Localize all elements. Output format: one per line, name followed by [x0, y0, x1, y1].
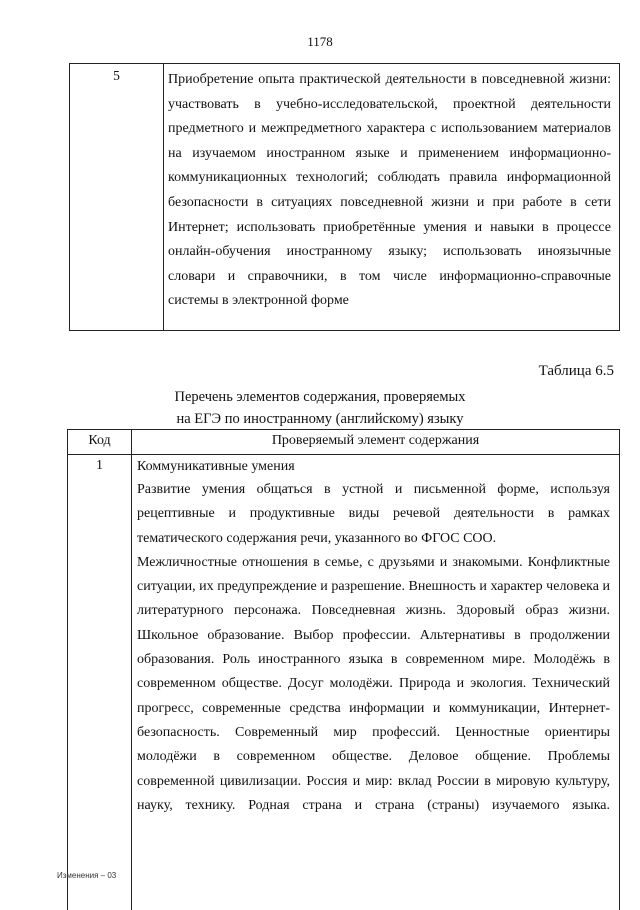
footer-note: Изменения – 03 — [57, 871, 117, 880]
row-paragraph-1: Развитие умения общаться в устной и письменной форме, используя рецептивные и продуктивные виды речевой деятельности в рамках тематического содержания речи, указанного во ФГОС СОО. — [137, 482, 610, 546]
table-header-row — [68, 430, 619, 455]
content-elements-table — [67, 429, 620, 910]
column-divider — [131, 454, 132, 910]
table-title — [0, 386, 640, 430]
requirement-number: 5 — [113, 68, 120, 83]
table-title-line-2: на ЕГЭ по иностранному (английскому) языку — [176, 411, 464, 427]
table-title-line-1: Перечень элементов содержания, проверяемых — [174, 389, 466, 405]
requirements-table-continuation — [69, 63, 620, 331]
table-label: Таблица 6.5 — [538, 363, 614, 379]
header-content-element: Проверяемый элемент содержания — [271, 433, 480, 448]
requirement-text: Приобретение опыта практической деятельности в повседневной жизни: участвовать в учебно-исследовательской, проектной деятельности предметного и межпредметного характера с использованием материалов на изучаемом иностранном языке и применением информационно-коммуникационных технологий; соблюдать правила информационной безопасности в ситуациях повседневной жизни и при работе в сети Интернет; использовать приобретённые умения и навыки в процессе онлайн-обучения иностранному языку; использовать иноязычные словари и справочники, в том числе информационно-справочные системы в электронной форме — [168, 72, 611, 309]
row-title: Коммуникативные умения — [137, 459, 295, 474]
requirement-number-cell — [70, 64, 164, 330]
page-number: 1178 — [307, 34, 333, 49]
row-body — [137, 478, 610, 818]
header-code: Код — [68, 430, 132, 454]
row-paragraph-2: Межличностные отношения в семье, с друзьями и знакомыми. Конфликтные ситуации, их предупреждение и разрешение. Внешность и характер человека и литературного персонажа. Повседневная жизнь. Здоровый образ жизни. Школьное образование. Выбор профессии. Альтернативы в продолжении образования. Роль иностранного языка в современном мире. Молодёжь в современном обществе. Досуг молодёжи. Природа и экология. Технический прогресс, современные средства информации и коммуникации, Интернет-безопасность. Современный мир профессий. Ценностные ориентиры молодёжи в современном обществе. Деловое общение. Проблемы современной цивилизации. Россия и мир: вклад России в мировую культуру, науку, технику. Родная страна и страна (страны) изучаемого языка. — [137, 554, 610, 813]
row-code: 1 — [96, 458, 103, 473]
